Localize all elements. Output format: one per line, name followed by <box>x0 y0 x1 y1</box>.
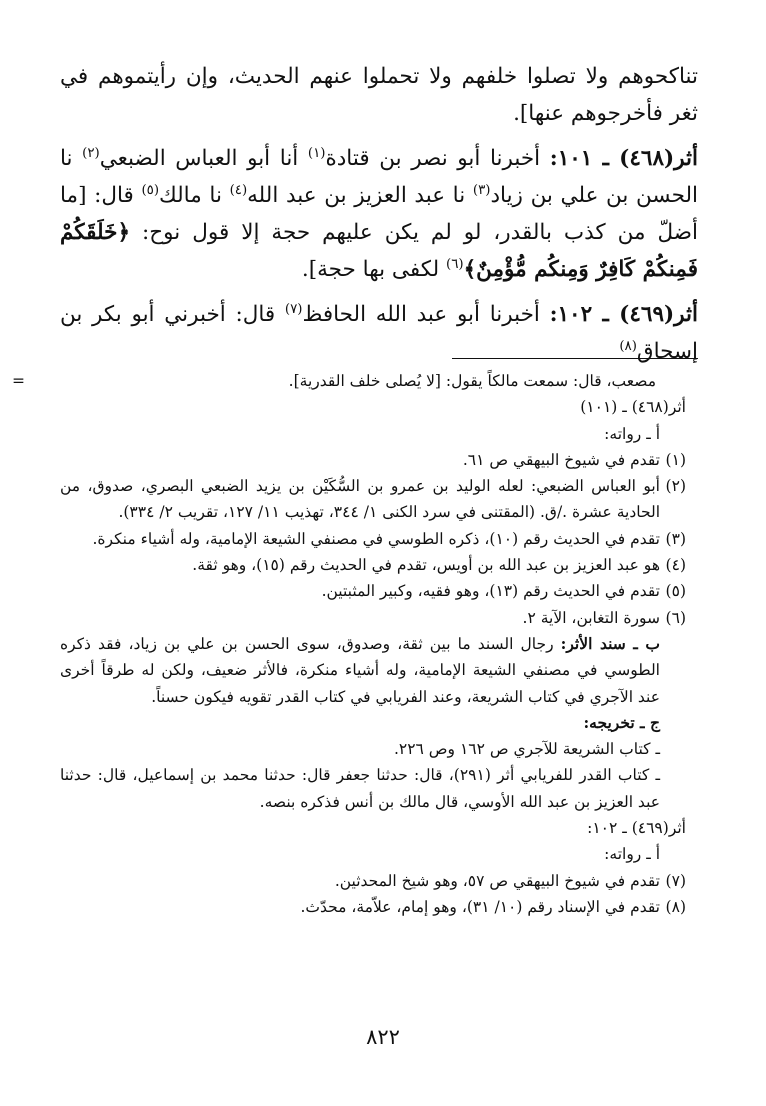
footnote-ref-4[interactable]: (٤) <box>229 182 248 198</box>
main-text <box>60 58 698 378</box>
footnote-ref-1[interactable]: (١) <box>307 145 326 161</box>
takhrij-item-1: ـ كتاب الشريعة للآجري ص ١٦٢ وص ٢٢٦. <box>393 740 660 759</box>
footnote-4: (٤) هو عبد العزيز بن عبد الله بن أويس، تقدم في الحديث رقم (١٥)، وهو ثقة. <box>192 556 686 575</box>
footnote-7: (٧) تقدم في شيوخ البيهقي ص ٥٧، وهو شيخ المحدثين. <box>334 871 686 890</box>
footnotes <box>12 368 686 920</box>
footnote-6: (٦) سورة التغابن، الآية ٢. <box>522 608 686 627</box>
takhrij-item-2: ـ كتاب القدر للفريابي أثر (٢٩١)، قال: حدثنا جعفر قال: حدثنا محمد بن إسماعيل، قال: حدثنا عبد العزيز بن عبد الله الأوسي، قال مالك بن أنس فذكره بنصه. <box>60 766 661 811</box>
footnote-5: (٥) تقدم في الحديث رقم (١٣)، وهو فقيه، وكبير المثبتين. <box>321 582 686 601</box>
footnote-2: (٢) أبو العباس الضبعي: لعله الوليد بن عمرو بن السُّكَيْن بن يزيد الضبعي البصري، صدوق، من الحادية عشرة ./ق. (المقتنى في سرد الكنى ١/ ٣٤٤، تهذيب ١١/ ١٢٧، تقريب ٢/ ٣٣٤). <box>60 477 686 522</box>
page-number: ٨٢٢ <box>366 1025 400 1049</box>
footnote-ref-2[interactable]: (٢) <box>82 145 100 161</box>
athar-468-paragraph: أثر(٤٦٨) ـ ١٠١: أخبرنا أبو نصر بن قتادة$^{(١)}$ أنا أبو العباس الضبعي$^{(٢)}$ نا الحسن بن علي بن زياد$^{(٣)}$ نا عبد العزيز بن عبد الله$^{(٤)}$ نا مالك$^{(٥)}$ قال: [ما أضلّ من كذب بالقدر، لو لم يكن عليهم حجة إلا قول نوح: ﴿خَلَقَكُمْ فَمِنكُمْ كَافِرٌ وَمِنكُم مُّؤْمِنٌ﴾$^{(٦)}$ لكفى بها حجة]. <box>60 145 698 282</box>
footnote-ref-6[interactable]: (٦) <box>445 256 464 272</box>
continuation-mark: = <box>12 372 25 390</box>
footnote-8: (٨) تقدم في الإسناد رقم (١٠/ ٣١)، وهو إمام، علاّمة، محدّث. <box>300 897 686 916</box>
footnote-ref-7[interactable]: (٧) <box>284 301 303 317</box>
rawat-heading-1: أ ـ رواته: <box>604 424 660 443</box>
rawat-heading-2: أ ـ رواته: <box>604 845 660 864</box>
sanad-section: ب ـ سند الأثر: رجال السند ما بين ثقة، وصدوق، سوى الحسن بن علي بن زياد، فقد ذكره الطوسي في مصنفي الشيعة الإمامية، وله أشياء منكرة، فالأثر ضعيف، ولكن له طرقاً أخرى عند الآجري في كتاب الشريعة، وعند الفريابي في كتاب القدر تقويه فيكون حسناً. <box>60 633 661 706</box>
footnote-separator <box>452 358 698 359</box>
sanad-label: ب ـ سند الأثر: <box>560 633 661 653</box>
footnote-1: (١) تقدم في شيوخ البيهقي ص ٦١. <box>462 450 686 469</box>
takhrij-heading: ج ـ تخريجه: <box>583 712 660 732</box>
quran-verse: ﴿خَلَقَكُمْ فَمِنكُمْ كَافِرٌ وَمِنكُم مُّؤْمِنٌ﴾ <box>60 220 698 282</box>
athar-469-heading: أثر(٤٦٩) ـ ١٠٢: <box>587 819 686 838</box>
footnote-ref-5[interactable]: (٥) <box>141 182 160 198</box>
paragraph-continuation: تناكحوهم ولا تصلوا خلفهم ولا تحملوا عنهم الحديث، وإن رأيتموهم في ثغر فأخرجوهم عنها]. <box>60 64 698 126</box>
footnote-ref-8[interactable]: (٨) <box>619 338 637 354</box>
athar-469-paragraph: أثر(٤٦٩) ـ ١٠٢: أخبرنا أبو عبد الله الحافظ$^{(٧)}$ قال: أخبرني أبو بكر بن إسحاق$^{(٨)}$ <box>60 301 698 364</box>
athar-468-heading: أثر(٤٦٨) ـ (١٠١) <box>580 398 686 417</box>
footnote-continuation: = مصعب، قال: سمعت مالكاً يقول: [لا يُصلى خلف القدرية]. <box>60 368 686 394</box>
athar-468-label: أثر(٤٦٨) ـ ١٠١: <box>549 146 698 171</box>
footnote-ref-3[interactable]: (٣) <box>472 182 491 198</box>
footnote-3: (٣) تقدم في الحديث رقم (١٠)، ذكره الطوسي في مصنفي الشيعة الإمامية، وله أشياء منكرة. <box>92 529 686 548</box>
athar-469-label: أثر(٤٦٩) ـ ١٠٢: <box>549 302 698 327</box>
